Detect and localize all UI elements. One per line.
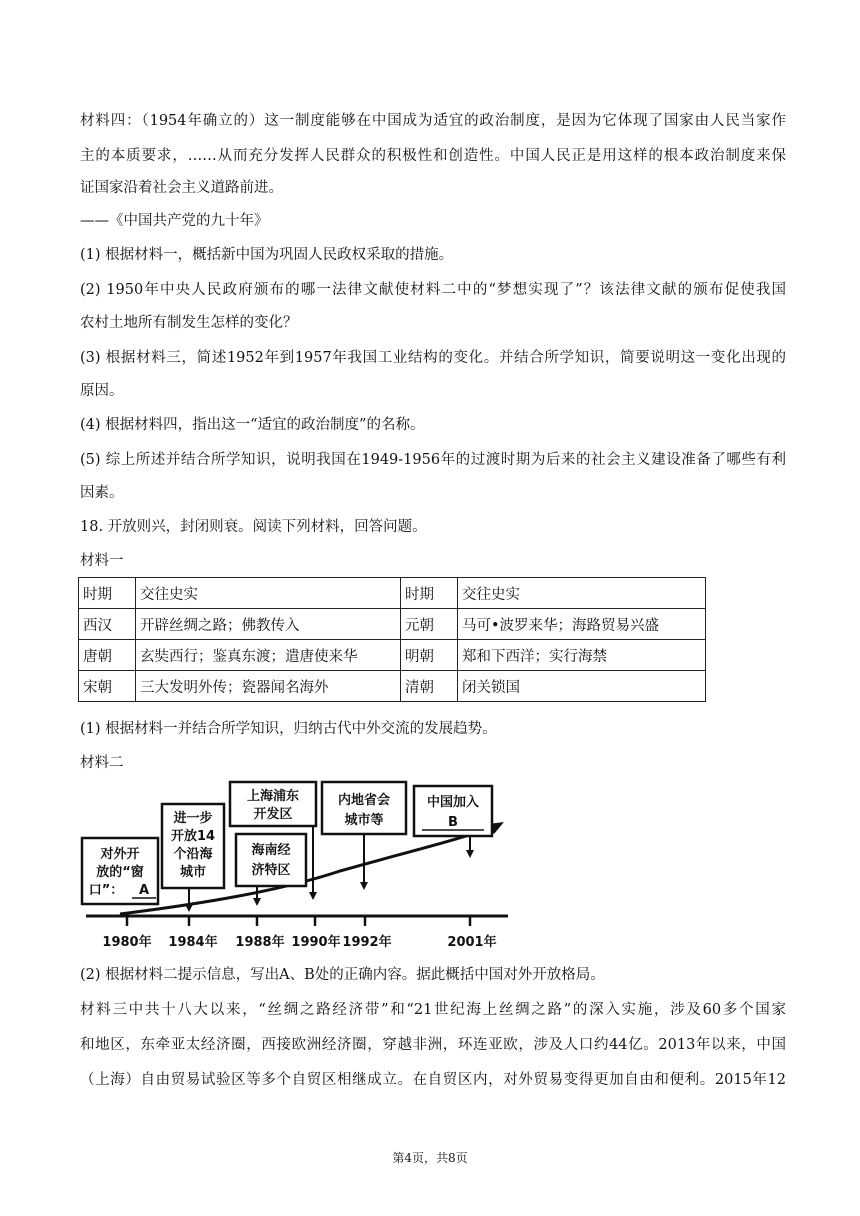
material3-line-1: 材料三中共十八大以来，“丝绸之路经济带”和“21世纪海上丝绸之路”的深入实施，涉及60多个国家 — [80, 1002, 786, 1018]
q17-2-line-1: (2) 1950年中央人民政府颁布的哪一法律文献使材料二中的“梦想实现了”？该法律文献的颁布促使我国 — [80, 282, 786, 298]
svg-text:城市等: 城市等 — [344, 813, 384, 828]
table-cell: 清朝 — [401, 671, 458, 702]
table-header: 交往史实 — [458, 578, 706, 609]
svg-text:开放14: 开放14 — [170, 829, 216, 844]
material4-line-1: 材料四：（1954年确立的）这一制度能够在中国成为适宜的政治制度，是因为它体现了国家由人民当家作 — [80, 113, 786, 129]
table-header: 交往史实 — [136, 578, 401, 609]
material4-line-3: 证国家沿着社会主义道路前进。 — [80, 180, 283, 196]
table-cell: 西汉 — [79, 609, 136, 640]
year-label: 1988年 — [235, 935, 285, 950]
svg-text:上海浦东: 上海浦东 — [246, 789, 300, 804]
table-cell: 开辟丝绸之路；佛教传入 — [136, 609, 401, 640]
svg-text:放的“窗: 放的“窗 — [96, 865, 144, 880]
svg-text:对外开: 对外开 — [100, 847, 140, 862]
year-label: 1990年 — [291, 935, 341, 950]
table-header: 时期 — [79, 578, 136, 609]
material4-source: ——《中国共产党的九十年》 — [80, 213, 269, 229]
q18-1: (1) 根据材料一并结合所学知识，归纳古代中外交流的发展趋势。 — [80, 721, 497, 737]
table-cell: 宋朝 — [79, 671, 136, 702]
table-cell: 三大发明外传；瓷器闻名海外 — [136, 671, 401, 702]
box-hainan — [236, 834, 306, 886]
table-cell: 元朝 — [401, 609, 458, 640]
table-header-row — [79, 578, 706, 609]
year-label: 1992年 — [342, 935, 392, 950]
svg-text:内地省会: 内地省会 — [337, 793, 391, 808]
material3-line-2: 和地区，东牵亚太经济圈，西接欧洲经济圈，穿越非洲，环连亚欧，涉及人口约44亿。2013年以来，中国 — [80, 1037, 786, 1053]
table-row — [79, 671, 706, 702]
q18-title: 18. 开放则兴，封闭则衰。阅读下列材料，回答问题。 — [80, 519, 427, 535]
year-label: 1984年 — [168, 935, 218, 950]
blank-a: A — [138, 883, 150, 898]
table-cell: 唐朝 — [79, 640, 136, 671]
svg-text:进一步: 进一步 — [173, 811, 213, 826]
q17-3-line-2: 原因。 — [80, 383, 124, 399]
q18-2: (2) 根据材料二提示信息，写出A、B处的正确内容。据此概括中国对外开放格局。 — [80, 967, 605, 983]
svg-text:济特区: 济特区 — [251, 863, 291, 878]
table-row — [79, 640, 706, 671]
year-label: 1980年 — [102, 935, 152, 950]
svg-text:个沿海: 个沿海 — [173, 847, 213, 862]
svg-text:开发区: 开发区 — [253, 807, 293, 822]
q17-2-line-2: 农村土地所有制发生怎样的变化？ — [80, 315, 298, 331]
table-row — [79, 609, 706, 640]
table-cell: 闭关锁国 — [458, 671, 706, 702]
svg-text:城市: 城市 — [179, 865, 207, 880]
table-cell: 玄奘西行；鉴真东渡；遣唐使来华 — [136, 640, 401, 671]
table-cell: 明朝 — [401, 640, 458, 671]
q17-5-line-2: 因素。 — [80, 485, 124, 501]
material3-line-3: （上海）自由贸易试验区等多个自贸区相继成立。在自贸区内，对外贸易变得更加自由和便利。2015年12 — [80, 1072, 786, 1088]
material1-label: 材料一 — [80, 553, 124, 569]
opening-up-timeline — [80, 776, 510, 952]
table-cell: 马可•波罗来华；海路贸易兴盛 — [458, 609, 706, 640]
blank-b: B — [448, 815, 458, 830]
page-footer: 第4页，共8页 — [392, 1151, 468, 1165]
year-label: 2001年 — [447, 935, 497, 950]
q17-4: (4) 根据材料四，指出这一“适宜的政治制度”的名称。 — [80, 417, 425, 433]
q17-5-line-1: (5) 综上所述并结合所学知识，说明我国在1949-1956年的过渡时期为后来的社会主义建设准备了哪些有利 — [80, 452, 786, 468]
material2-label: 材料二 — [80, 755, 124, 771]
material4-line-2: 主的本质要求，……从而充分发挥人民群众的积极性和创造性。中国人民正是用这样的根本政治制度来保 — [80, 148, 786, 164]
svg-text:口”：: 口”： — [88, 883, 124, 898]
q17-3-line-1: (3) 根据材料三，简述1952年到1957年我国工业结构的变化。并结合所学知识，简要说明这一变化出现的 — [80, 350, 786, 366]
q17-1: (1) 根据材料一，概括新中国为巩固人民政权采取的措施。 — [80, 247, 454, 263]
svg-text:中国加入: 中国加入 — [426, 795, 480, 810]
history-table — [78, 577, 706, 702]
table-cell: 郑和下西洋；实行海禁 — [458, 640, 706, 671]
svg-text:海南经: 海南经 — [251, 843, 291, 858]
table-header: 时期 — [401, 578, 458, 609]
